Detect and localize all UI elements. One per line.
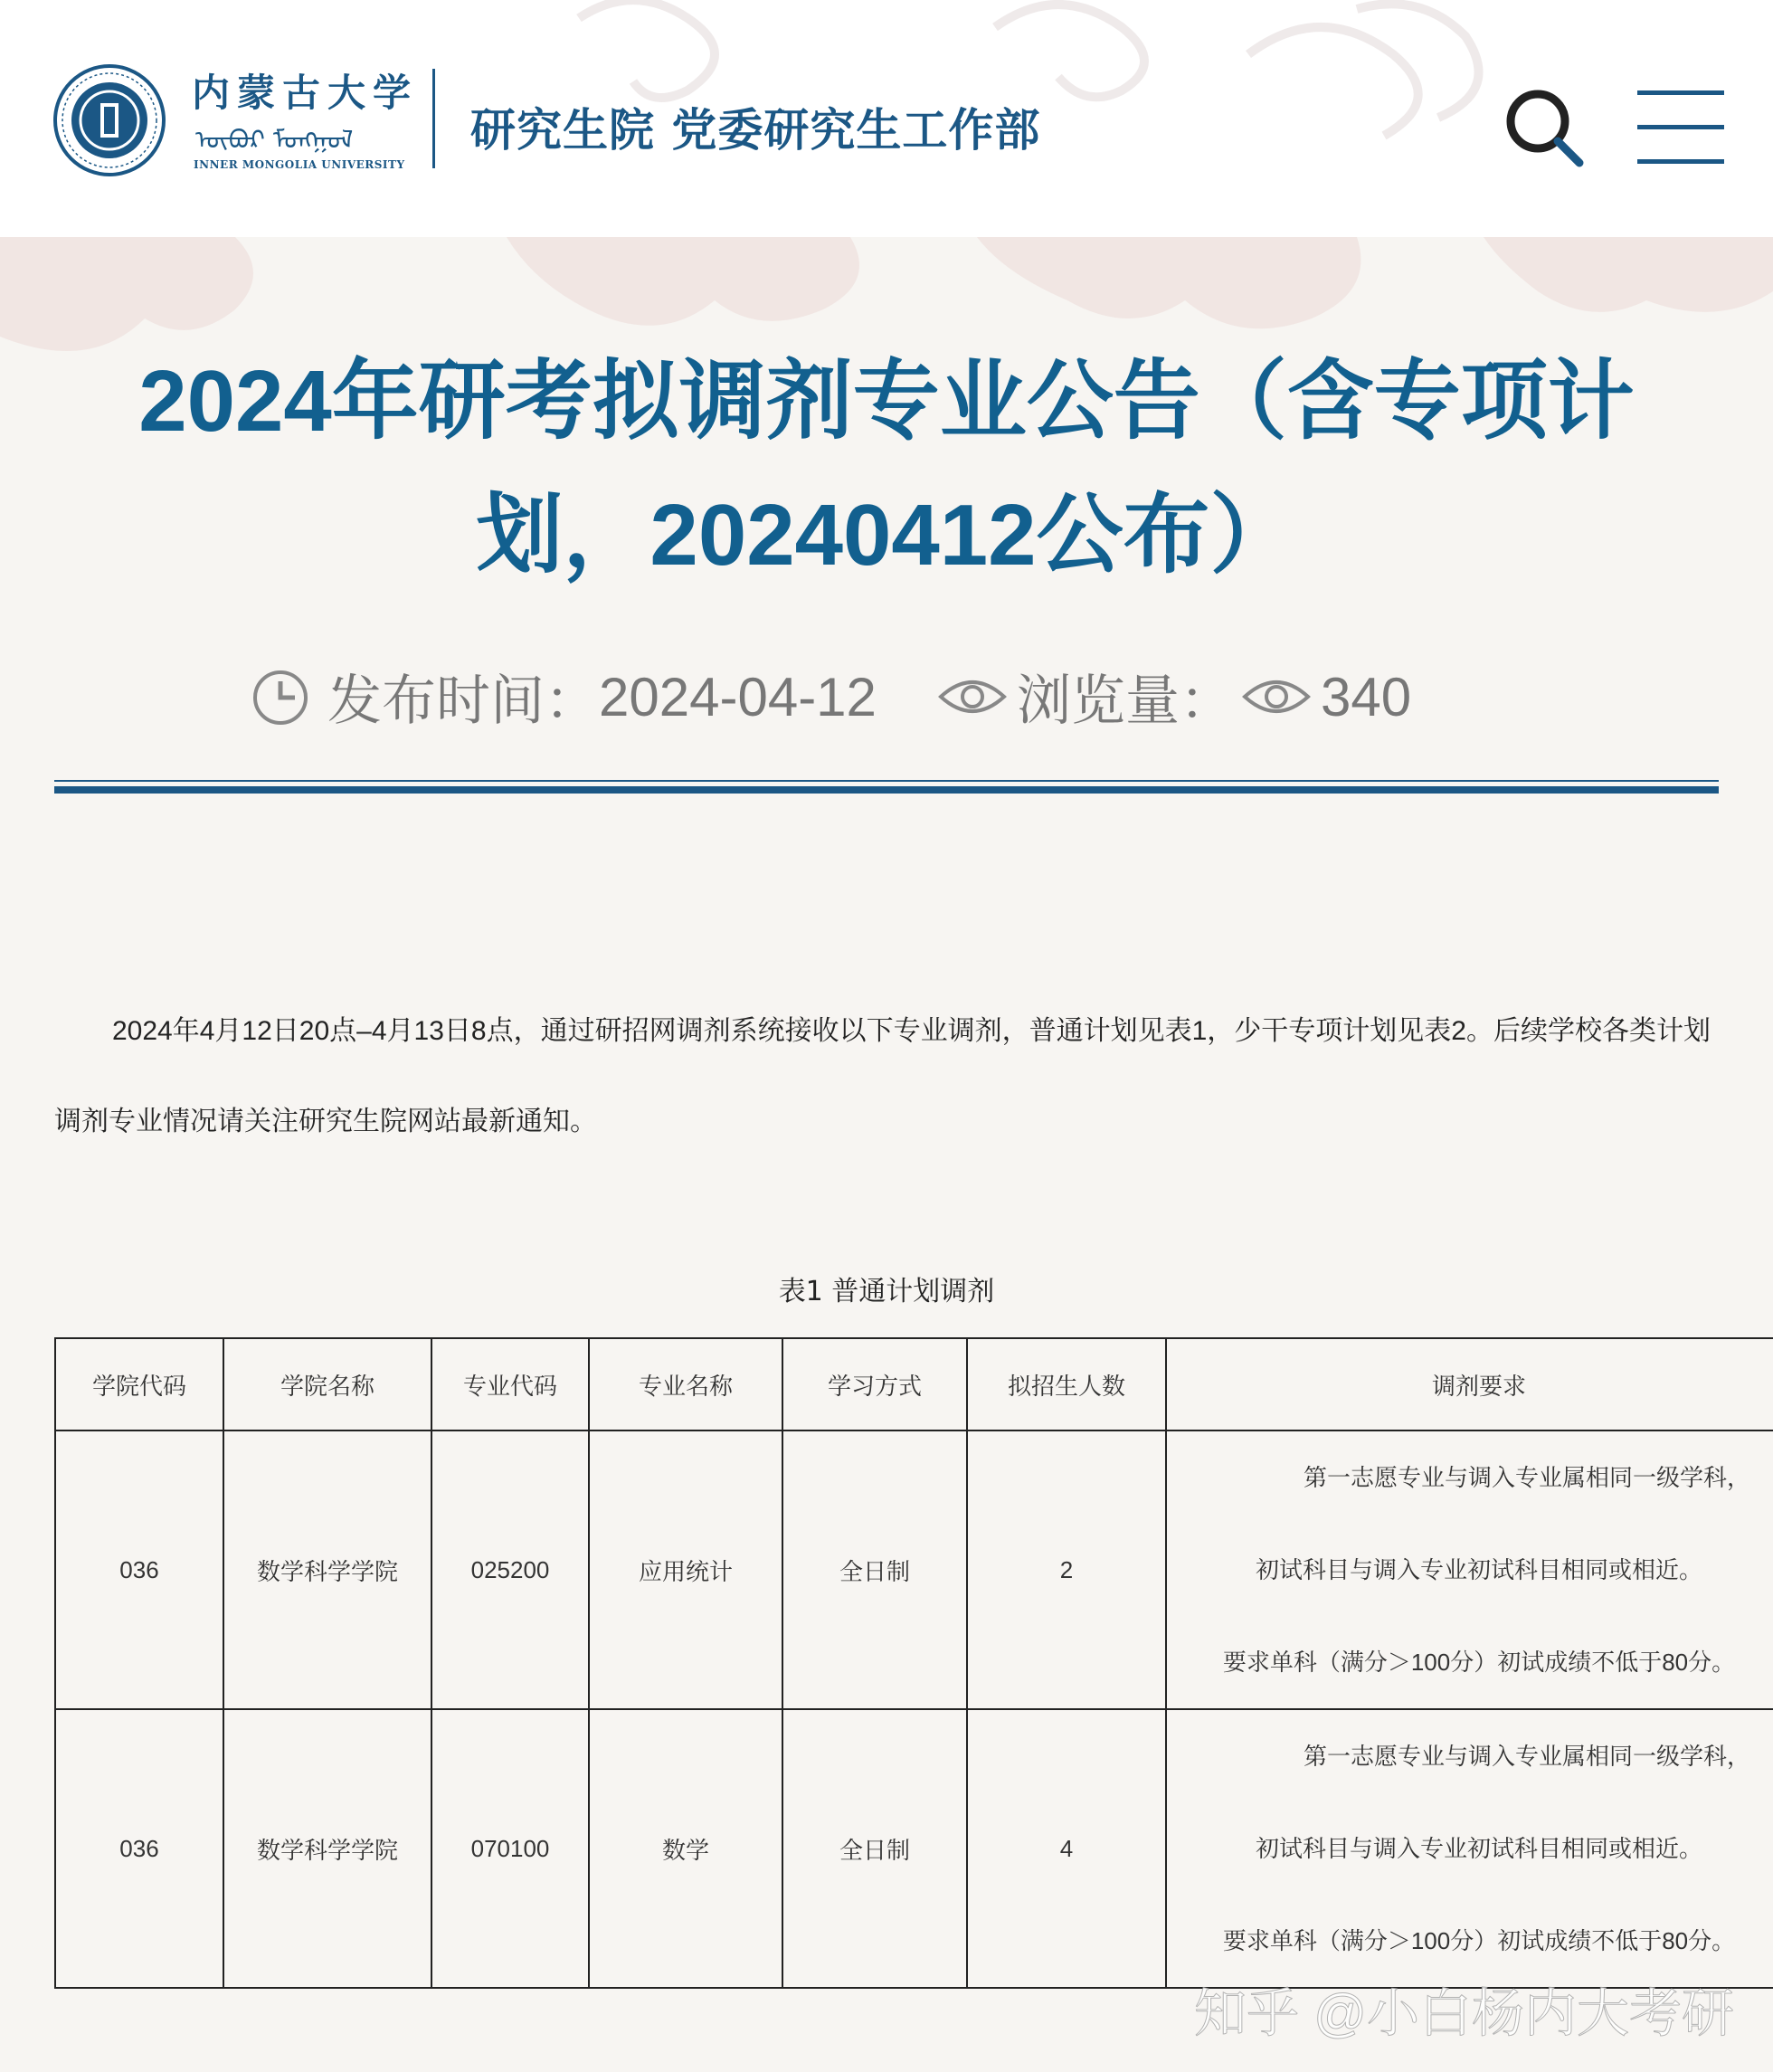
article-title: 2024年研考拟调剂专业公告（含专项计划，20240412公布） [138,353,1635,584]
header-college-code: 学院代码 [55,1338,223,1430]
cell-college-name: 数学科学学院 [223,1430,431,1709]
watermark: 知乎 @小白杨内大考研 [1194,1984,1734,2043]
cell-study-mode: 全日制 [782,1430,967,1709]
table-header-row [55,1338,1773,1430]
search-icon [1502,85,1588,172]
cell-study-mode: 全日制 [782,1709,967,1988]
eye-icon [1241,665,1312,728]
header-study-mode: 学习方式 [782,1338,967,1430]
logo-divider [432,69,435,168]
header-major-name: 专业名称 [589,1338,782,1430]
clock-icon [248,665,318,728]
cell-major-name: 数学 [589,1709,782,1988]
views-count: 340 [1321,666,1412,727]
title-divider-thin [54,780,1719,782]
cell-quota: 4 [967,1709,1166,1988]
cell-requirements [1166,1430,1773,1709]
title-divider-thick [54,786,1719,794]
table-caption: 表1 普通计划调剂 [778,1276,995,1307]
header-college-name: 学院名称 [223,1338,431,1430]
publish-date: 2024-04-12 [599,666,877,727]
cell-college-name: 数学科学学院 [223,1709,431,1988]
requirement-line: 要求单科（满分＞100分）初试成绩不低于80分。 [1222,1649,1736,1676]
requirement-line: 初试科目与调入专业初试科目相同或相近。 [1255,1835,1702,1862]
publish-time [248,661,877,733]
adjustment-table [54,1337,1773,1989]
university-name-en: INNER MONGOLIA UNIVERSITY [194,158,405,171]
requirement-line: 要求单科（满分＞100分）初试成绩不低于80分。 [1222,1927,1736,1954]
university-emblem-logo[interactable] [52,63,166,177]
eye-icon [937,665,1008,728]
table-row [55,1430,1773,1709]
cell-major-code: 070100 [431,1709,589,1988]
cell-major-name: 应用统计 [589,1430,782,1709]
cell-college-code: 036 [55,1430,223,1709]
header-requirements: 调剂要求 [1166,1338,1773,1430]
cell-quota: 2 [967,1430,1166,1709]
article-meta [0,661,1773,733]
requirement-line: 第一志愿专业与调入专业属相同一级学科， [1303,1464,1750,1491]
menu-button[interactable] [1637,89,1724,166]
search-button[interactable] [1502,85,1588,172]
views-counter [937,661,1411,733]
header-quota: 拟招生人数 [967,1338,1166,1430]
site-header [0,0,1773,237]
header-major-code: 专业代码 [431,1338,589,1430]
cell-major-code: 025200 [431,1430,589,1709]
hamburger-menu-icon [1637,90,1724,95]
university-name-mongolian: ᠦᠪᠦᠷ ᠮᠣᠩᠭᠣᠯ [195,125,354,155]
requirement-line: 第一志愿专业与调入专业属相同一级学科， [1303,1743,1750,1770]
article-paragraph: 2024年4月12日20点–4月13日8点，通过研招网调剂系统接收以下专业调剂，普通计划见表1，少干专项计划见表2。后续学校各类计划调剂专业情况请关注研究生院网站最新通知。 [54,1016,1711,1136]
views-label: 浏览量： [1017,670,1234,731]
table-row [55,1709,1773,1988]
cell-requirements [1166,1709,1773,1988]
requirement-line: 初试科目与调入专业初试科目相同或相近。 [1255,1556,1702,1583]
university-name-cn: 内蒙古大学 [192,71,419,115]
department-title[interactable]: 研究生院 党委研究生工作部 [470,103,1041,157]
publish-label: 发布时间： [327,670,599,731]
cell-college-code: 036 [55,1709,223,1988]
